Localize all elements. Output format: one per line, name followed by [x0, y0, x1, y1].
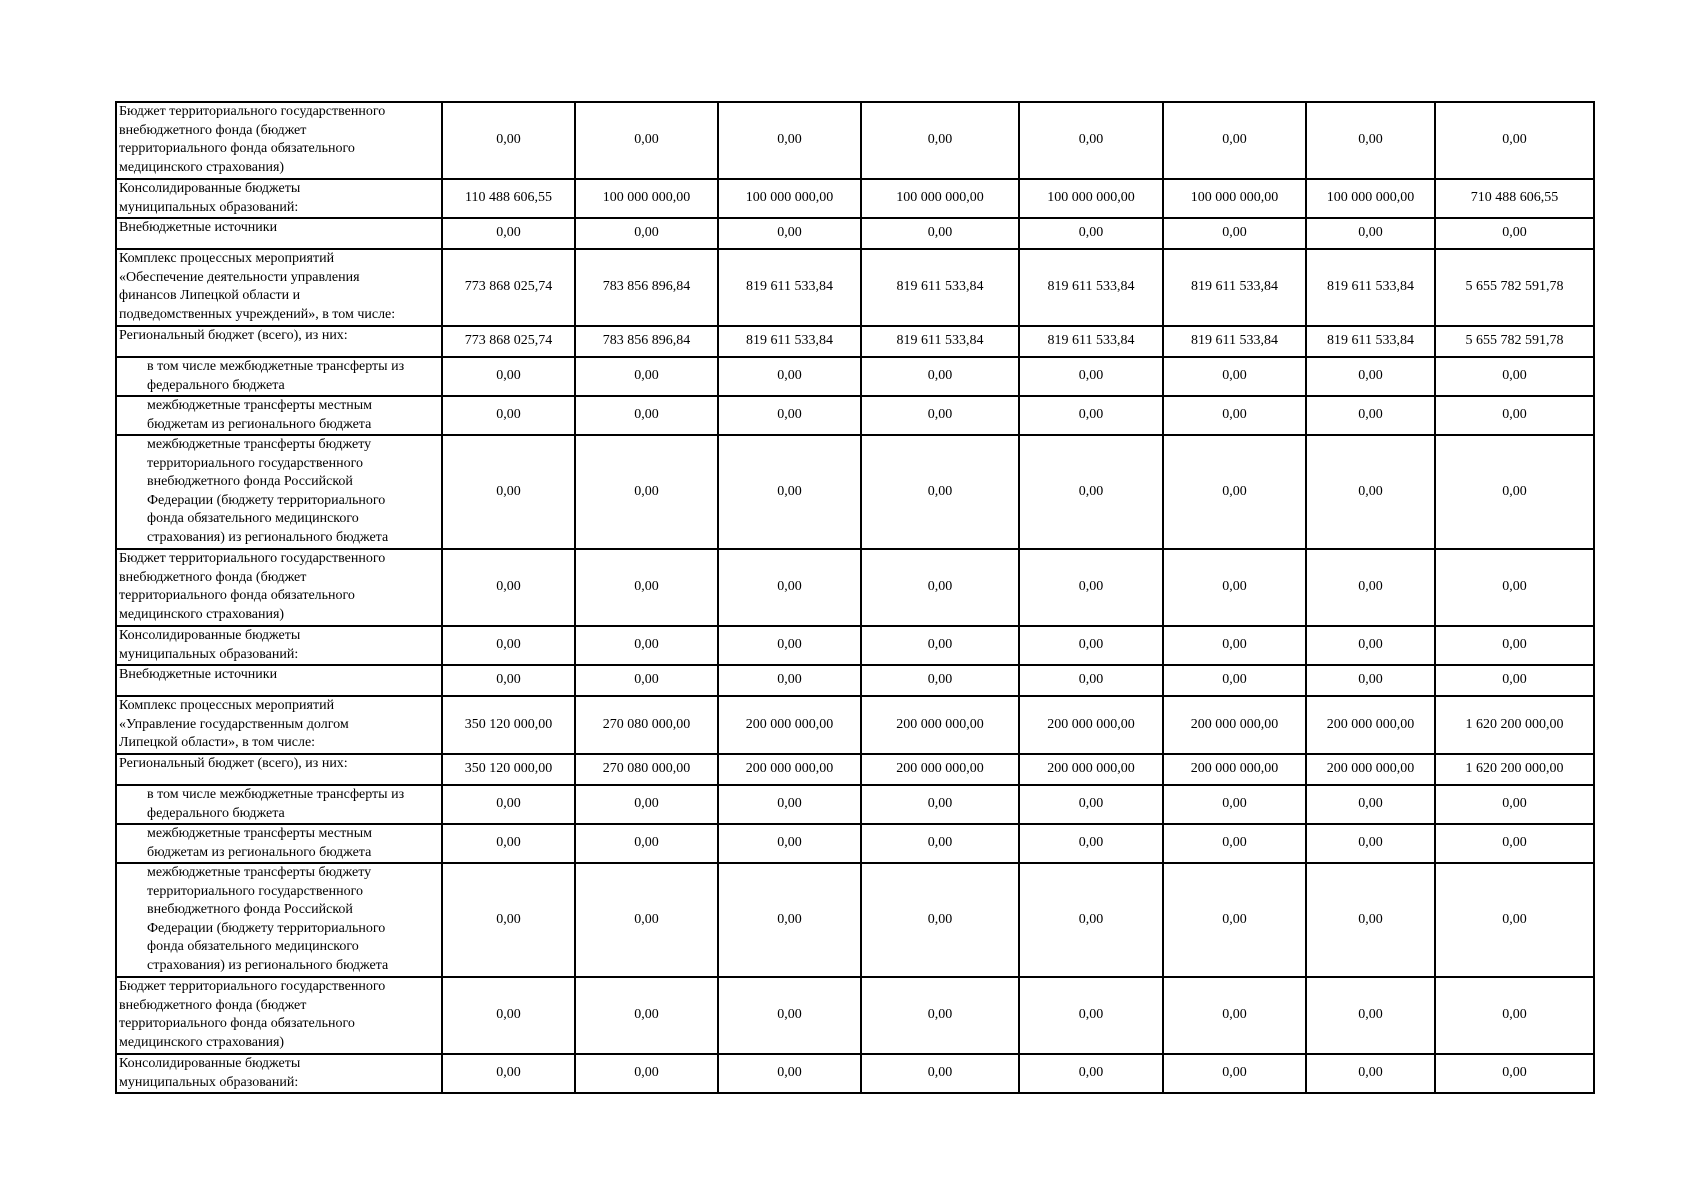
value-cell: 200 000 000,00 [1019, 754, 1163, 785]
value-cell: 0,00 [442, 1054, 575, 1093]
row-total-cell: 0,00 [1435, 863, 1594, 977]
value-cell: 0,00 [575, 218, 718, 249]
value-cell: 819 611 533,84 [1306, 249, 1435, 326]
value-cell: 783 856 896,84 [575, 326, 718, 357]
value-cell: 0,00 [1306, 549, 1435, 626]
value-cell: 0,00 [718, 785, 861, 824]
value-cell: 0,00 [861, 102, 1019, 179]
row-total-cell: 0,00 [1435, 1054, 1594, 1093]
value-cell: 0,00 [575, 102, 718, 179]
value-cell: 0,00 [1163, 102, 1306, 179]
table-row [116, 626, 1594, 665]
value-cell: 0,00 [1306, 824, 1435, 863]
row-label: Бюджет территориального государственного внебюджетного фонда (бюджет территориального фонда обязательного медицинского страхования) [116, 102, 442, 179]
value-cell: 350 120 000,00 [442, 696, 575, 754]
value-cell: 100 000 000,00 [718, 179, 861, 218]
table-row [116, 357, 1594, 396]
value-cell: 0,00 [718, 824, 861, 863]
value-cell: 0,00 [718, 626, 861, 665]
table-row [116, 665, 1594, 696]
value-cell: 0,00 [1163, 824, 1306, 863]
value-cell: 0,00 [1163, 549, 1306, 626]
value-cell: 0,00 [442, 785, 575, 824]
value-cell: 0,00 [861, 549, 1019, 626]
value-cell: 0,00 [1306, 218, 1435, 249]
value-cell: 819 611 533,84 [1163, 326, 1306, 357]
value-cell: 0,00 [718, 435, 861, 549]
row-total-cell: 0,00 [1435, 549, 1594, 626]
row-label: межбюджетные трансферты бюджету территориального государственного внебюджетного фонда Российской Федерации (бюджету территориального фонда обязательного медицинского страхования) из регионального бюджета [116, 435, 442, 549]
value-cell: 0,00 [575, 863, 718, 977]
value-cell: 0,00 [861, 626, 1019, 665]
value-cell: 0,00 [1019, 549, 1163, 626]
value-cell: 0,00 [1306, 665, 1435, 696]
value-cell: 0,00 [1163, 1054, 1306, 1093]
value-cell: 0,00 [718, 396, 861, 435]
table-row [116, 179, 1594, 218]
value-cell: 0,00 [575, 626, 718, 665]
row-label: в том числе межбюджетные трансферты из федерального бюджета [116, 785, 442, 824]
value-cell: 0,00 [861, 357, 1019, 396]
value-cell: 0,00 [718, 1054, 861, 1093]
value-cell: 819 611 533,84 [861, 326, 1019, 357]
value-cell: 0,00 [718, 102, 861, 179]
table-row [116, 696, 1594, 754]
value-cell: 0,00 [1163, 863, 1306, 977]
value-cell: 0,00 [1019, 863, 1163, 977]
value-cell: 783 856 896,84 [575, 249, 718, 326]
row-label: Бюджет территориального государственного внебюджетного фонда (бюджет территориального фонда обязательного медицинского страхования) [116, 549, 442, 626]
value-cell: 0,00 [718, 665, 861, 696]
table-row [116, 396, 1594, 435]
row-total-cell: 710 488 606,55 [1435, 179, 1594, 218]
table-row [116, 863, 1594, 977]
value-cell: 0,00 [442, 218, 575, 249]
row-total-cell: 0,00 [1435, 435, 1594, 549]
value-cell: 819 611 533,84 [1163, 249, 1306, 326]
value-cell: 0,00 [861, 665, 1019, 696]
value-cell: 0,00 [575, 357, 718, 396]
value-cell: 0,00 [1019, 396, 1163, 435]
value-cell: 773 868 025,74 [442, 326, 575, 357]
value-cell: 0,00 [1019, 626, 1163, 665]
row-label: Консолидированные бюджеты муниципальных образований: [116, 1054, 442, 1093]
value-cell: 0,00 [1306, 102, 1435, 179]
value-cell: 200 000 000,00 [1019, 696, 1163, 754]
value-cell: 0,00 [718, 218, 861, 249]
value-cell: 0,00 [861, 824, 1019, 863]
row-total-cell: 0,00 [1435, 824, 1594, 863]
value-cell: 0,00 [1163, 626, 1306, 665]
row-label: Комплекс процессных мероприятий «Обеспечение деятельности управления финансов Липецкой области и подведомственных учреждений», в том числе: [116, 249, 442, 326]
value-cell: 100 000 000,00 [575, 179, 718, 218]
row-label: межбюджетные трансферты местным бюджетам из регионального бюджета [116, 824, 442, 863]
value-cell: 0,00 [1019, 218, 1163, 249]
row-label: Консолидированные бюджеты муниципальных образований: [116, 179, 442, 218]
row-label: в том числе межбюджетные трансферты из федерального бюджета [116, 357, 442, 396]
value-cell: 0,00 [1306, 863, 1435, 977]
value-cell: 0,00 [442, 102, 575, 179]
value-cell: 0,00 [442, 549, 575, 626]
row-total-cell: 1 620 200 000,00 [1435, 754, 1594, 785]
value-cell: 100 000 000,00 [861, 179, 1019, 218]
value-cell: 0,00 [575, 549, 718, 626]
value-cell: 0,00 [861, 785, 1019, 824]
row-label: Комплекс процессных мероприятий «Управление государственным долгом Липецкой области», в том числе: [116, 696, 442, 754]
value-cell: 0,00 [718, 863, 861, 977]
value-cell: 0,00 [1306, 396, 1435, 435]
row-label: межбюджетные трансферты местным бюджетам из регионального бюджета [116, 396, 442, 435]
budget-table [115, 101, 1595, 1094]
value-cell: 100 000 000,00 [1306, 179, 1435, 218]
value-cell: 200 000 000,00 [1306, 754, 1435, 785]
table-row [116, 435, 1594, 549]
value-cell: 0,00 [861, 396, 1019, 435]
row-label: Консолидированные бюджеты муниципальных образований: [116, 626, 442, 665]
value-cell: 0,00 [1306, 626, 1435, 665]
value-cell: 0,00 [718, 549, 861, 626]
budget-table-body [116, 102, 1594, 1093]
row-total-cell: 1 620 200 000,00 [1435, 696, 1594, 754]
row-total-cell: 0,00 [1435, 785, 1594, 824]
value-cell: 0,00 [575, 435, 718, 549]
table-row [116, 824, 1594, 863]
value-cell: 0,00 [442, 357, 575, 396]
value-cell: 200 000 000,00 [1163, 754, 1306, 785]
value-cell: 0,00 [1163, 785, 1306, 824]
value-cell: 0,00 [1163, 435, 1306, 549]
value-cell: 200 000 000,00 [1306, 696, 1435, 754]
row-total-cell: 0,00 [1435, 626, 1594, 665]
value-cell: 819 611 533,84 [1019, 326, 1163, 357]
value-cell: 350 120 000,00 [442, 754, 575, 785]
value-cell: 100 000 000,00 [1163, 179, 1306, 218]
table-row [116, 549, 1594, 626]
value-cell: 0,00 [861, 435, 1019, 549]
value-cell: 200 000 000,00 [1163, 696, 1306, 754]
value-cell: 0,00 [1306, 977, 1435, 1054]
value-cell: 0,00 [1163, 218, 1306, 249]
value-cell: 0,00 [442, 396, 575, 435]
value-cell: 819 611 533,84 [861, 249, 1019, 326]
row-label: Региональный бюджет (всего), из них: [116, 326, 442, 357]
table-row [116, 754, 1594, 785]
row-label: Бюджет территориального государственного внебюджетного фонда (бюджет территориального фонда обязательного медицинского страхования) [116, 977, 442, 1054]
value-cell: 819 611 533,84 [1019, 249, 1163, 326]
value-cell: 0,00 [861, 218, 1019, 249]
table-row [116, 326, 1594, 357]
row-total-cell: 5 655 782 591,78 [1435, 326, 1594, 357]
row-total-cell: 0,00 [1435, 977, 1594, 1054]
value-cell: 819 611 533,84 [718, 326, 861, 357]
value-cell: 0,00 [442, 863, 575, 977]
value-cell: 0,00 [1019, 977, 1163, 1054]
value-cell: 270 080 000,00 [575, 696, 718, 754]
value-cell: 0,00 [1019, 665, 1163, 696]
value-cell: 0,00 [1306, 435, 1435, 549]
value-cell: 0,00 [861, 977, 1019, 1054]
row-total-cell: 0,00 [1435, 218, 1594, 249]
value-cell: 0,00 [1306, 785, 1435, 824]
table-row [116, 1054, 1594, 1093]
value-cell: 0,00 [1019, 824, 1163, 863]
value-cell: 0,00 [1019, 357, 1163, 396]
value-cell: 0,00 [575, 665, 718, 696]
value-cell: 0,00 [442, 435, 575, 549]
value-cell: 0,00 [1306, 357, 1435, 396]
value-cell: 0,00 [575, 824, 718, 863]
value-cell: 0,00 [1163, 396, 1306, 435]
row-label: Региональный бюджет (всего), из них: [116, 754, 442, 785]
row-total-cell: 5 655 782 591,78 [1435, 249, 1594, 326]
table-row [116, 249, 1594, 326]
value-cell: 0,00 [1163, 357, 1306, 396]
value-cell: 0,00 [1019, 785, 1163, 824]
row-total-cell: 0,00 [1435, 396, 1594, 435]
value-cell: 0,00 [442, 824, 575, 863]
value-cell: 0,00 [575, 396, 718, 435]
value-cell: 0,00 [861, 863, 1019, 977]
value-cell: 0,00 [442, 626, 575, 665]
value-cell: 110 488 606,55 [442, 179, 575, 218]
table-row [116, 977, 1594, 1054]
value-cell: 0,00 [1019, 435, 1163, 549]
value-cell: 0,00 [1019, 102, 1163, 179]
row-label: Внебюджетные источники [116, 218, 442, 249]
value-cell: 200 000 000,00 [861, 754, 1019, 785]
table-row [116, 102, 1594, 179]
value-cell: 0,00 [1306, 1054, 1435, 1093]
table-row [116, 785, 1594, 824]
value-cell: 0,00 [718, 357, 861, 396]
value-cell: 200 000 000,00 [861, 696, 1019, 754]
value-cell: 819 611 533,84 [1306, 326, 1435, 357]
value-cell: 773 868 025,74 [442, 249, 575, 326]
value-cell: 0,00 [442, 665, 575, 696]
value-cell: 200 000 000,00 [718, 696, 861, 754]
value-cell: 0,00 [1019, 1054, 1163, 1093]
row-label: Внебюджетные источники [116, 665, 442, 696]
table-row [116, 218, 1594, 249]
value-cell: 0,00 [1163, 665, 1306, 696]
value-cell: 819 611 533,84 [718, 249, 861, 326]
value-cell: 0,00 [442, 977, 575, 1054]
value-cell: 200 000 000,00 [718, 754, 861, 785]
row-total-cell: 0,00 [1435, 102, 1594, 179]
value-cell: 100 000 000,00 [1019, 179, 1163, 218]
value-cell: 270 080 000,00 [575, 754, 718, 785]
value-cell: 0,00 [718, 977, 861, 1054]
value-cell: 0,00 [861, 1054, 1019, 1093]
value-cell: 0,00 [575, 1054, 718, 1093]
value-cell: 0,00 [575, 977, 718, 1054]
row-total-cell: 0,00 [1435, 357, 1594, 396]
row-total-cell: 0,00 [1435, 665, 1594, 696]
value-cell: 0,00 [575, 785, 718, 824]
row-label: межбюджетные трансферты бюджету территориального государственного внебюджетного фонда Российской Федерации (бюджету территориального фонда обязательного медицинского страхования) из регионального бюджета [116, 863, 442, 977]
value-cell: 0,00 [1163, 977, 1306, 1054]
